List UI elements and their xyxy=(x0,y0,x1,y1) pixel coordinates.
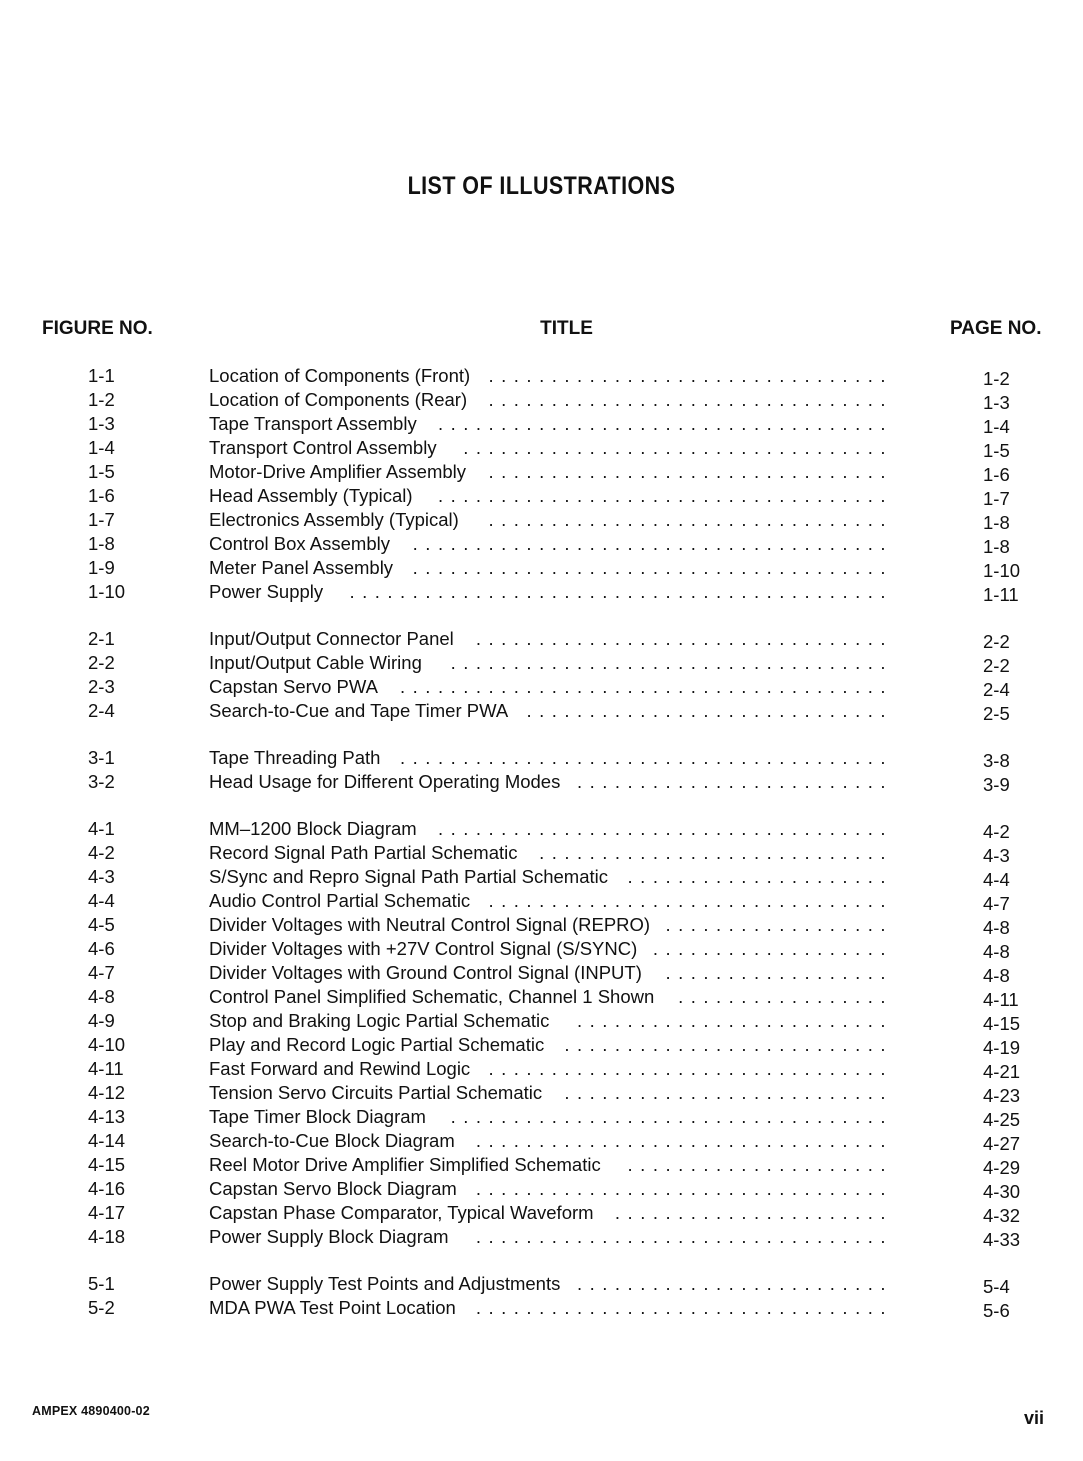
figure-title: Reel Motor Drive Amplifier Simplified Schematic xyxy=(209,1154,601,1175)
list-item xyxy=(0,841,1083,865)
figure-group xyxy=(0,746,1083,794)
illustrations-list xyxy=(0,364,1083,1343)
page-ref: 1-3 xyxy=(983,392,1010,413)
dot-leader: .................. xyxy=(665,962,893,983)
page-title: LIST OF ILLUSTRATIONS xyxy=(407,172,676,200)
page-ref: 4-8 xyxy=(983,941,1010,962)
dot-leader: ........................................... xyxy=(349,581,893,602)
list-item xyxy=(0,508,1083,532)
figure-number: 2-1 xyxy=(88,628,115,649)
page-ref: 1-8 xyxy=(983,536,1010,557)
figure-number: 1-8 xyxy=(88,533,115,554)
figure-title: Power Supply Block Diagram xyxy=(209,1226,449,1247)
page-ref: 4-29 xyxy=(983,1157,1021,1178)
list-item xyxy=(0,436,1083,460)
list-item xyxy=(0,817,1083,841)
page-ref: 3-8 xyxy=(983,750,1010,771)
dot-leader: .................................... xyxy=(437,413,893,434)
page-ref: 1-10 xyxy=(983,560,1021,581)
list-item xyxy=(0,1272,1083,1296)
list-item xyxy=(0,1225,1083,1249)
list-item xyxy=(0,651,1083,675)
dot-leader: ................................ xyxy=(488,389,893,410)
page-ref: 4-23 xyxy=(983,1085,1021,1106)
figure-number: 4-6 xyxy=(88,938,115,959)
figure-number: 1-6 xyxy=(88,485,115,506)
list-item xyxy=(0,388,1083,412)
list-item xyxy=(0,1201,1083,1225)
figure-title: S/Sync and Repro Signal Path Partial Schematic xyxy=(209,866,608,887)
figure-title: Capstan Servo PWA xyxy=(209,676,378,697)
list-item xyxy=(0,1177,1083,1201)
list-item xyxy=(0,412,1083,436)
page-ref: 4-15 xyxy=(983,1013,1021,1034)
dot-leader: ................................... xyxy=(450,652,893,673)
figure-title: Tape Threading Path xyxy=(209,747,381,768)
figure-title: Stop and Braking Logic Partial Schematic xyxy=(209,1010,550,1031)
figure-title: Control Panel Simplified Schematic, Channel 1 Shown xyxy=(209,986,655,1007)
dot-leader: ................................ xyxy=(488,1058,893,1079)
dot-leader: ................................ xyxy=(488,365,893,386)
dot-leader: ................................ xyxy=(488,509,893,530)
dot-leader: ................... xyxy=(652,938,893,959)
list-item xyxy=(0,675,1083,699)
page-ref: 4-19 xyxy=(983,1037,1021,1058)
figure-number: 4-3 xyxy=(88,866,115,887)
page-ref: 1-6 xyxy=(983,464,1010,485)
list-item xyxy=(0,1296,1083,1320)
figure-number: 5-2 xyxy=(88,1297,115,1318)
dot-leader: ................................. xyxy=(475,1130,893,1151)
figure-title: Search-to-Cue and Tape Timer PWA xyxy=(209,700,509,721)
figure-title: Head Usage for Different Operating Modes xyxy=(209,771,561,792)
dot-leader: ..................... xyxy=(627,1154,893,1175)
figure-number: 4-17 xyxy=(88,1202,126,1223)
dot-leader: ............................ xyxy=(539,842,893,863)
figure-number: 4-9 xyxy=(88,1010,115,1031)
figure-title: Power Supply xyxy=(209,581,324,602)
title-header: TITLE xyxy=(540,318,593,339)
figure-number: 4-5 xyxy=(88,914,115,935)
figure-number: 4-15 xyxy=(88,1154,126,1175)
figure-number: 2-4 xyxy=(88,700,115,721)
figure-number: 1-9 xyxy=(88,557,115,578)
page-ref: 1-5 xyxy=(983,440,1010,461)
figure-group xyxy=(0,627,1083,723)
dot-leader: .................. xyxy=(665,914,893,935)
list-item xyxy=(0,889,1083,913)
page-ref: 1-2 xyxy=(983,368,1010,389)
list-item xyxy=(0,913,1083,937)
page-ref: 3-9 xyxy=(983,774,1010,795)
figure-number: 4-1 xyxy=(88,818,115,839)
figure-number: 2-3 xyxy=(88,676,115,697)
figure-number: 4-7 xyxy=(88,962,115,983)
figure-title: Tape Timer Block Diagram xyxy=(209,1106,426,1127)
list-item xyxy=(0,985,1083,1009)
list-item xyxy=(0,1033,1083,1057)
list-item xyxy=(0,1153,1083,1177)
figure-number: 3-1 xyxy=(88,747,115,768)
page-ref: 4-11 xyxy=(983,989,1019,1010)
page-ref: 4-25 xyxy=(983,1109,1021,1130)
figure-title: Location of Components (Rear) xyxy=(209,389,468,410)
dot-leader: ...................... xyxy=(614,1202,893,1223)
dot-leader: ......................... xyxy=(577,1273,893,1294)
list-item xyxy=(0,1009,1083,1033)
list-item xyxy=(0,627,1083,651)
dot-leader: .................................. xyxy=(463,437,893,458)
list-item xyxy=(0,961,1083,985)
page-ref: 4-32 xyxy=(983,1205,1021,1226)
page-no-header: PAGE NO. xyxy=(950,318,1042,339)
page-ref: 2-2 xyxy=(983,631,1010,652)
document-number: AMPEX 4890400-02 xyxy=(32,1404,150,1418)
figure-title: Fast Forward and Rewind Logic xyxy=(209,1058,471,1079)
page-ref: 2-2 xyxy=(983,655,1010,676)
dot-leader: ................................ xyxy=(488,890,893,911)
dot-leader: ................. xyxy=(678,986,893,1007)
dot-leader: ......................... xyxy=(577,1010,893,1031)
figure-title: Power Supply Test Points and Adjustments xyxy=(209,1273,561,1294)
figure-title: Transport Control Assembly xyxy=(209,437,437,458)
list-item xyxy=(0,532,1083,556)
figure-title: Divider Voltages with +27V Control Signal (S/SYNC) xyxy=(209,938,638,959)
figure-number: 5-1 xyxy=(88,1273,115,1294)
page-number: vii xyxy=(1024,1408,1045,1428)
figure-number: 1-2 xyxy=(88,389,115,410)
figure-title: Location of Components (Front) xyxy=(209,365,471,386)
figure-number: 4-18 xyxy=(88,1226,126,1247)
page-ref: 2-4 xyxy=(983,679,1010,700)
figure-title: MDA PWA Test Point Location xyxy=(209,1297,456,1318)
figure-title: Divider Voltages with Ground Control Signal (INPUT) xyxy=(209,962,642,983)
figure-number: 4-2 xyxy=(88,842,115,863)
page-ref: 4-7 xyxy=(983,893,1010,914)
list-item xyxy=(0,770,1083,794)
figure-title: MM–1200 Block Diagram xyxy=(209,818,417,839)
list-item xyxy=(0,1105,1083,1129)
figure-number: 1-3 xyxy=(88,413,115,434)
figure-title: Electronics Assembly (Typical) xyxy=(209,509,459,530)
figure-number: 4-10 xyxy=(88,1034,126,1055)
list-item xyxy=(0,580,1083,604)
dot-leader: ................................... xyxy=(450,1106,893,1127)
page-ref: 2-5 xyxy=(983,703,1010,724)
list-item xyxy=(0,1129,1083,1153)
page-ref: 1-4 xyxy=(983,416,1010,437)
page-ref: 1-11 xyxy=(983,584,1019,605)
dot-leader: ....................................... xyxy=(400,747,893,768)
figure-no-header: FIGURE NO. xyxy=(42,318,153,339)
dot-leader: ..................... xyxy=(627,866,893,887)
figure-title: Divider Voltages with Neutral Control Signal (REPRO) xyxy=(209,914,651,935)
figure-number: 4-16 xyxy=(88,1178,126,1199)
dot-leader: ................................. xyxy=(475,1297,893,1318)
dot-leader: ............................. xyxy=(526,700,893,721)
dot-leader: .................................... xyxy=(437,818,893,839)
dot-leader: ................................ xyxy=(488,461,893,482)
figure-number: 1-4 xyxy=(88,437,115,458)
dot-leader: ................................. xyxy=(475,1226,893,1247)
page-ref: 4-27 xyxy=(983,1133,1021,1154)
page-ref: 4-8 xyxy=(983,965,1010,986)
dot-leader: .......................... xyxy=(564,1082,893,1103)
dot-leader: ......................... xyxy=(577,771,893,792)
figure-number: 3-2 xyxy=(88,771,115,792)
dot-leader: ....................................... xyxy=(400,676,893,697)
figure-number: 1-10 xyxy=(88,581,126,602)
dot-leader: .................................... xyxy=(437,485,893,506)
dot-leader: ...................................... xyxy=(412,533,893,554)
dot-leader: ...................................... xyxy=(412,557,893,578)
figure-number: 4-13 xyxy=(88,1106,126,1127)
figure-number: 1-5 xyxy=(88,461,115,482)
page-ref: 4-8 xyxy=(983,917,1010,938)
figure-number: 1-7 xyxy=(88,509,115,530)
figure-title: Input/Output Connector Panel xyxy=(209,628,454,649)
figure-group xyxy=(0,364,1083,604)
figure-title: Play and Record Logic Partial Schematic xyxy=(209,1034,545,1055)
figure-number: 4-14 xyxy=(88,1130,126,1151)
list-item xyxy=(0,1057,1083,1081)
figure-group xyxy=(0,1272,1083,1320)
figure-number: 2-2 xyxy=(88,652,115,673)
figure-number: 4-12 xyxy=(88,1082,126,1103)
figure-title: Input/Output Cable Wiring xyxy=(209,652,422,673)
page-ref: 4-21 xyxy=(983,1061,1021,1082)
list-item xyxy=(0,460,1083,484)
dot-leader: ................................. xyxy=(475,628,893,649)
figure-title: Tension Servo Circuits Partial Schematic xyxy=(209,1082,543,1103)
figure-number: 4-4 xyxy=(88,890,115,911)
page-ref: 1-7 xyxy=(983,488,1010,509)
page-ref: 4-2 xyxy=(983,821,1010,842)
figure-title: Head Assembly (Typical) xyxy=(209,485,413,506)
figure-number: 1-1 xyxy=(88,365,115,386)
list-item xyxy=(0,746,1083,770)
list-item xyxy=(0,484,1083,508)
list-item xyxy=(0,699,1083,723)
figure-title: Capstan Phase Comparator, Typical Waveform xyxy=(209,1202,594,1223)
figure-title: Motor-Drive Amplifier Assembly xyxy=(209,461,467,482)
dot-leader: .......................... xyxy=(564,1034,893,1055)
page-ref: 5-6 xyxy=(983,1300,1010,1321)
dot-leader: ................................. xyxy=(475,1178,893,1199)
page-ref: 4-30 xyxy=(983,1181,1021,1202)
list-item xyxy=(0,364,1083,388)
page-ref: 5-4 xyxy=(983,1276,1010,1297)
figure-title: Record Signal Path Partial Schematic xyxy=(209,842,518,863)
list-item xyxy=(0,556,1083,580)
figure-number: 4-8 xyxy=(88,986,115,1007)
figure-title: Audio Control Partial Schematic xyxy=(209,890,471,911)
figure-group xyxy=(0,817,1083,1249)
page-ref: 4-33 xyxy=(983,1229,1021,1250)
figure-title: Tape Transport Assembly xyxy=(209,413,417,434)
figure-title: Control Box Assembly xyxy=(209,533,390,554)
list-item xyxy=(0,1081,1083,1105)
figure-title: Capstan Servo Block Diagram xyxy=(209,1178,457,1199)
list-item xyxy=(0,937,1083,961)
list-item xyxy=(0,865,1083,889)
figure-title: Meter Panel Assembly xyxy=(209,557,394,578)
page-ref: 4-4 xyxy=(983,869,1010,890)
page-ref: 4-3 xyxy=(983,845,1010,866)
figure-number: 4-11 xyxy=(88,1058,124,1079)
figure-title: Search-to-Cue Block Diagram xyxy=(209,1130,455,1151)
page-ref: 1-8 xyxy=(983,512,1010,533)
